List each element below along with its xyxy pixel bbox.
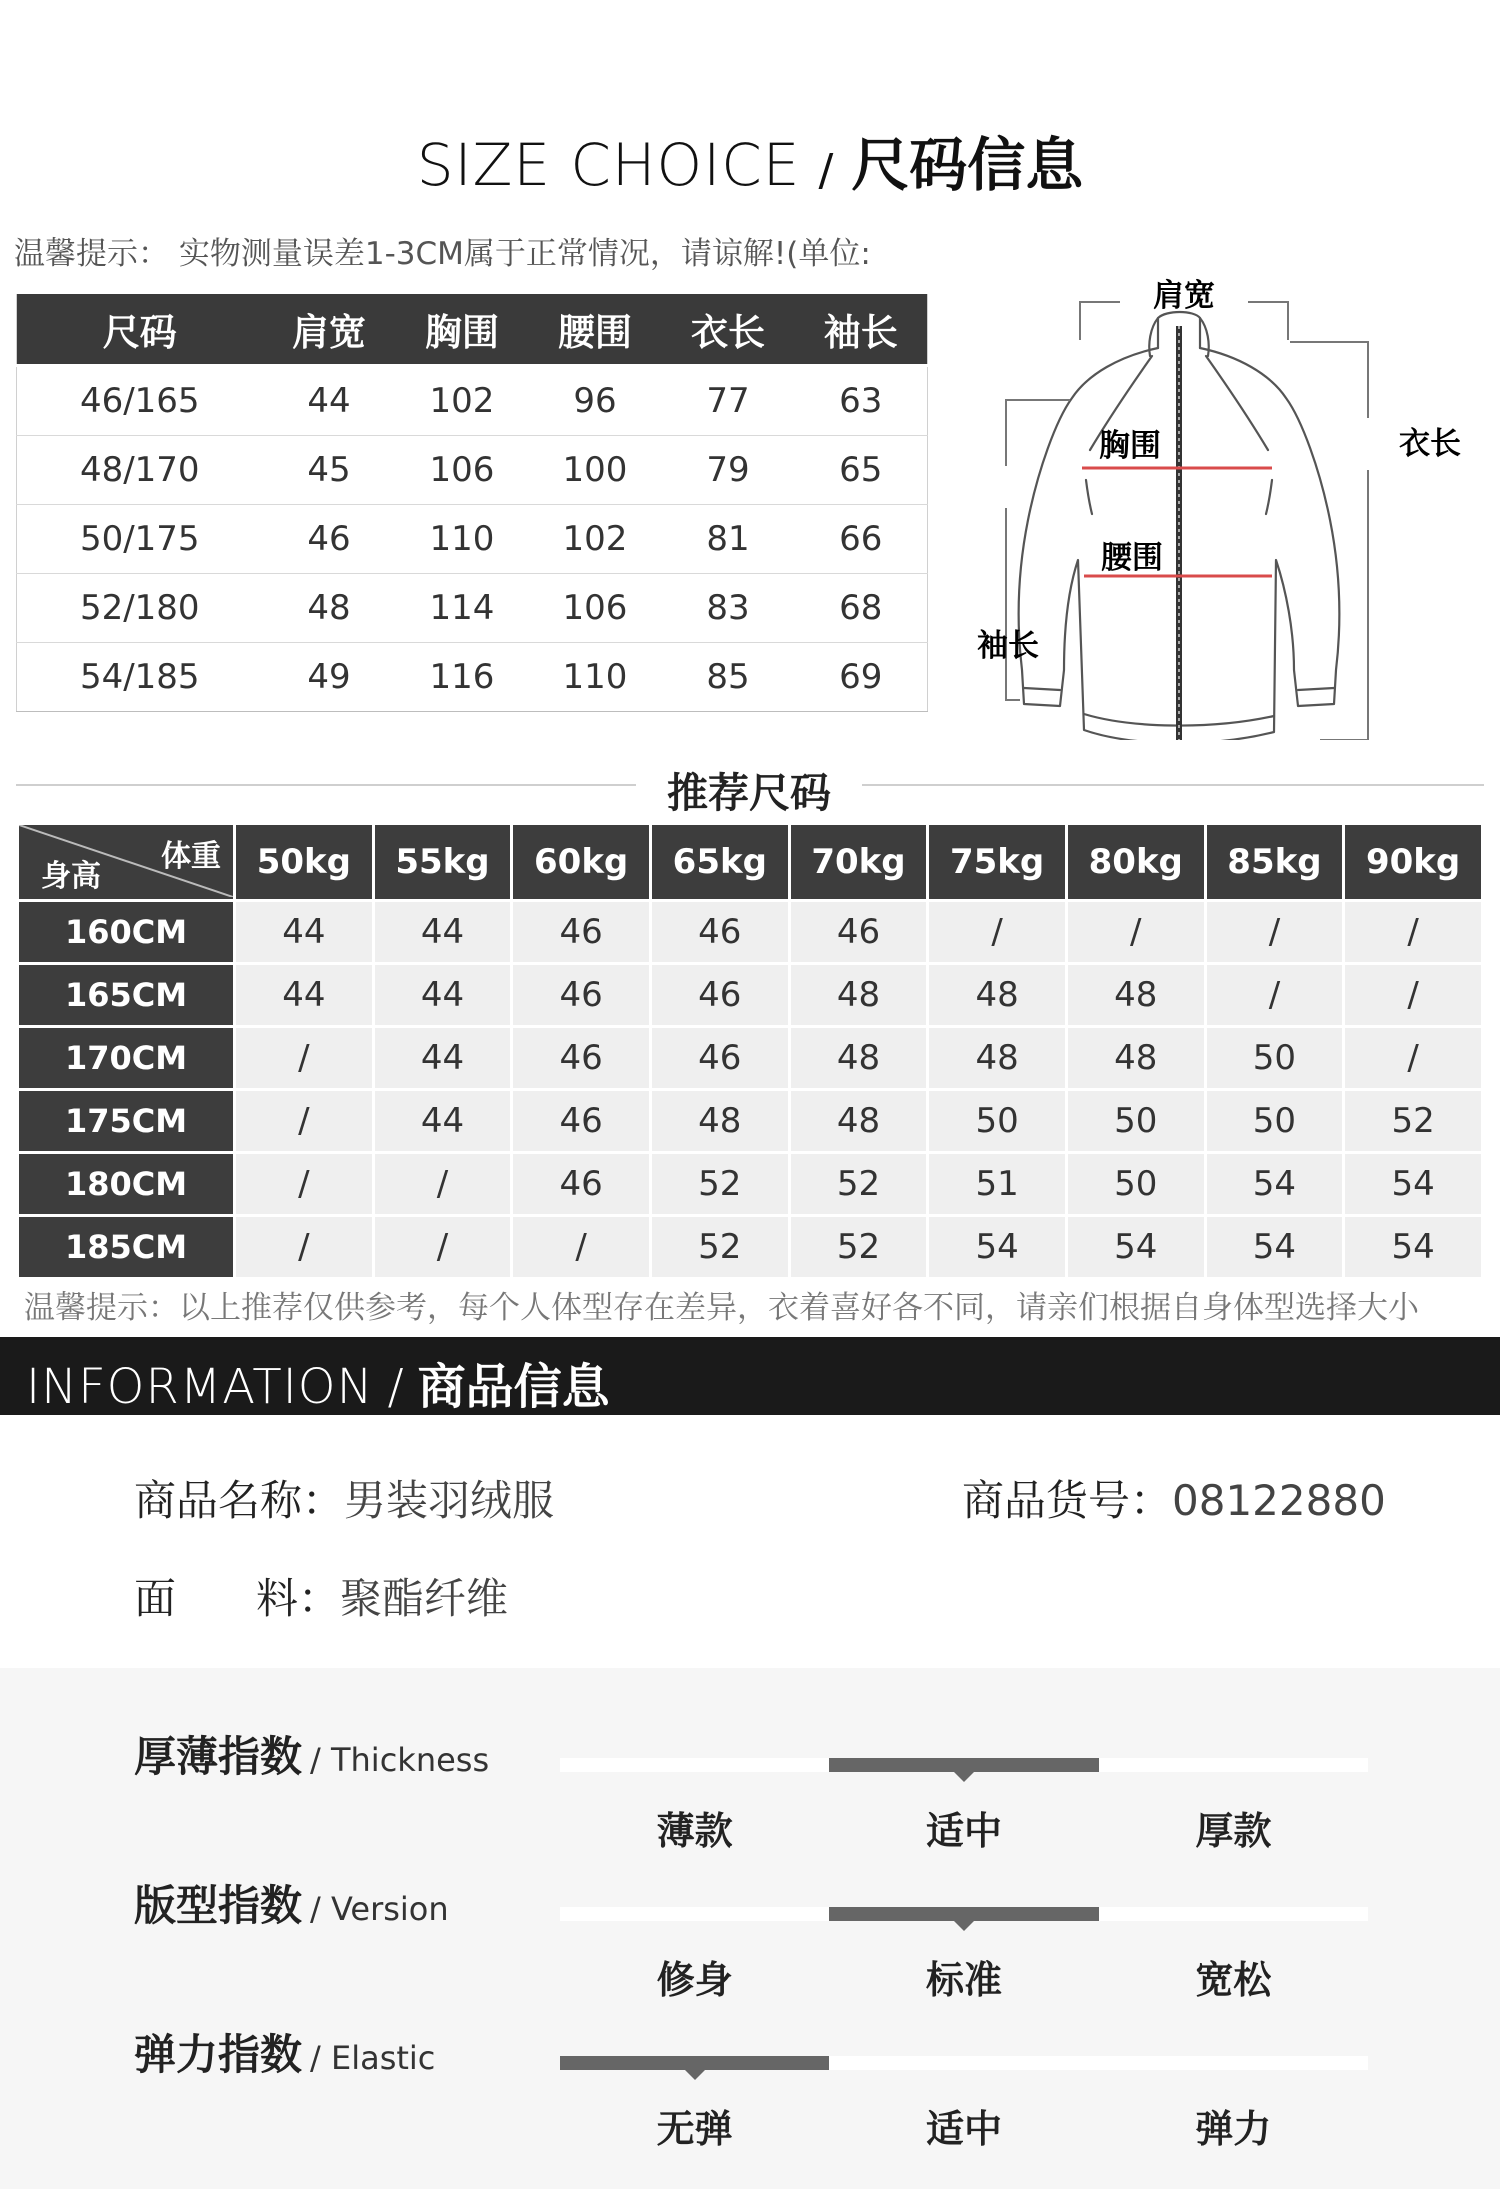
size-choice-title <box>0 118 1500 202</box>
recommend-table-body <box>19 902 1481 1277</box>
index-option: 薄款 <box>656 1809 733 1853</box>
index-option: 厚款 <box>1195 1809 1272 1853</box>
size-cell: 48 <box>263 574 396 643</box>
index-title-en: / Elastic <box>310 2039 436 2077</box>
recommend-cell: 52 <box>791 1154 927 1214</box>
product-sku-label: 商品货号： <box>962 1476 1173 1525</box>
waist-label: 腰围 <box>1101 540 1163 576</box>
divider-right <box>862 784 1484 786</box>
product-sku-row <box>962 1468 1386 1528</box>
index-option: 适中 <box>925 1809 1002 1853</box>
fabric-label-first: 面 <box>134 1574 177 1623</box>
recommend-cell: 46 <box>513 902 649 962</box>
size-cell: 106 <box>529 574 662 643</box>
length-label: 衣长 <box>1399 426 1461 462</box>
recommend-table-header <box>19 825 1481 899</box>
size-row-label: 54/185 <box>17 643 263 712</box>
size-col-header: 袖长 <box>795 294 928 366</box>
size-col-header: 胸围 <box>396 294 529 366</box>
recommend-cell: / <box>513 1217 649 1277</box>
weight-col-header: 70kg <box>791 825 927 899</box>
recommend-cell: 48 <box>791 965 927 1025</box>
index-indicator <box>560 2056 829 2070</box>
title-en: SIZE CHOICE <box>416 131 801 199</box>
recommend-cell: 46 <box>652 965 788 1025</box>
index-title <box>134 1873 449 1933</box>
recommend-cell: 50 <box>1068 1154 1204 1214</box>
recommend-cell: / <box>1345 965 1481 1025</box>
product-name-label: 商品名称： <box>134 1476 345 1525</box>
weight-col-header: 85kg <box>1207 825 1343 899</box>
recommend-cell: 44 <box>375 1028 511 1088</box>
corner-weight-label: 体重 <box>161 839 221 874</box>
recommend-cell: 46 <box>513 965 649 1025</box>
index-indicator <box>829 1758 1098 1772</box>
recommend-cell: 48 <box>652 1091 788 1151</box>
height-row-header: 165CM <box>19 965 233 1025</box>
recommend-cell: / <box>375 1154 511 1214</box>
recommend-cell: 48 <box>791 1091 927 1151</box>
recommend-cell: / <box>1068 902 1204 962</box>
index-option: 弹力 <box>1195 2107 1272 2151</box>
corner-height-label: 身高 <box>41 859 101 894</box>
size-col-header: 衣长 <box>662 294 795 366</box>
recommend-tip: 温馨提示：以上推荐仅供参考，每个人体型存在差异，衣着喜好各不同，请亲们根据自身体型选择大小 <box>24 1290 1419 1326</box>
size-cell: 79 <box>662 436 795 505</box>
recommend-cell: 50 <box>1068 1091 1204 1151</box>
size-row-label: 50/175 <box>17 505 263 574</box>
product-name-row <box>134 1468 554 1528</box>
size-cell: 63 <box>795 366 928 436</box>
information-title-cn: 商品信息 <box>417 1359 610 1415</box>
height-row <box>19 965 1481 1025</box>
recommend-cell: 48 <box>929 965 1065 1025</box>
weight-col-header: 75kg <box>929 825 1065 899</box>
recommend-cell: 46 <box>652 1028 788 1088</box>
index-indicator-arrow <box>954 1921 974 1931</box>
index-option: 标准 <box>925 1958 1002 2002</box>
recommend-cell: 44 <box>236 902 372 962</box>
recommend-cell: / <box>375 1217 511 1277</box>
index-option: 修身 <box>656 1958 733 2002</box>
size-cell: 81 <box>662 505 795 574</box>
size-row <box>17 643 928 712</box>
size-row <box>17 505 928 574</box>
recommend-cell: 54 <box>1345 1217 1481 1277</box>
size-cell: 110 <box>529 643 662 712</box>
size-cell: 65 <box>795 436 928 505</box>
recommend-cell: 48 <box>1068 1028 1204 1088</box>
size-table <box>16 294 928 712</box>
product-fabric-row <box>134 1566 508 1626</box>
index-title-cn: 弹力指数 <box>134 2030 303 2079</box>
recommend-cell: 46 <box>791 902 927 962</box>
recommend-cell: 46 <box>513 1091 649 1151</box>
weight-col-header: 65kg <box>652 825 788 899</box>
index-indicator <box>829 1907 1098 1921</box>
recommend-cell: 44 <box>375 902 511 962</box>
size-cell: 114 <box>396 574 529 643</box>
recommend-cell: 54 <box>1345 1154 1481 1214</box>
recommend-cell: 46 <box>652 902 788 962</box>
recommend-title: 推荐尺码 <box>667 769 831 817</box>
recommend-cell: 48 <box>929 1028 1065 1088</box>
recommend-cell: / <box>236 1217 372 1277</box>
recommend-cell: 52 <box>652 1217 788 1277</box>
information-title <box>26 1348 610 1417</box>
recommend-cell: 54 <box>1207 1217 1343 1277</box>
height-row <box>19 1217 1481 1277</box>
size-row-label: 46/165 <box>17 366 263 436</box>
recommend-cell: / <box>1207 902 1343 962</box>
size-cell: 100 <box>529 436 662 505</box>
recommend-cell: 48 <box>1068 965 1204 1025</box>
information-title-separator: / <box>387 1359 404 1415</box>
information-bar <box>0 1337 1500 1415</box>
recommend-cell: 52 <box>1345 1091 1481 1151</box>
recommend-cell: 54 <box>929 1217 1065 1277</box>
size-row-label: 48/170 <box>17 436 263 505</box>
recommend-size-table <box>16 822 1484 1280</box>
index-track <box>560 1758 1368 1772</box>
recommend-cell: / <box>236 1091 372 1151</box>
height-row-header: 160CM <box>19 902 233 962</box>
index-title-cn: 厚薄指数 <box>134 1732 303 1781</box>
recommend-cell: 50 <box>1207 1028 1343 1088</box>
fabric-value: 聚酯纤维 <box>340 1574 509 1623</box>
height-row-header: 180CM <box>19 1154 233 1214</box>
recommend-cell: 44 <box>375 965 511 1025</box>
recommend-cell: 54 <box>1068 1217 1204 1277</box>
index-option: 适中 <box>925 2107 1002 2151</box>
recommend-cell: / <box>1207 965 1343 1025</box>
size-cell: 46 <box>263 505 396 574</box>
title-separator: / <box>818 145 834 196</box>
size-cell: 77 <box>662 366 795 436</box>
size-row <box>17 574 928 643</box>
height-row <box>19 1154 1481 1214</box>
size-cell: 68 <box>795 574 928 643</box>
size-row <box>17 366 928 436</box>
index-track <box>560 2056 1368 2070</box>
sleeve-label: 袖长 <box>977 628 1039 664</box>
recommend-cell: 48 <box>791 1028 927 1088</box>
weight-col-header: 60kg <box>513 825 649 899</box>
corner-cell <box>19 825 233 899</box>
size-cell: 106 <box>396 436 529 505</box>
product-name-value: 男装羽绒服 <box>344 1476 555 1525</box>
recommend-cell: / <box>1345 1028 1481 1088</box>
product-sku-value: 08122880 <box>1172 1476 1386 1525</box>
recommend-cell: / <box>236 1154 372 1214</box>
title-cn: 尺码信息 <box>851 131 1084 199</box>
height-row <box>19 1028 1481 1088</box>
size-cell: 49 <box>263 643 396 712</box>
recommend-cell: 50 <box>1207 1091 1343 1151</box>
size-cell: 102 <box>396 366 529 436</box>
size-table-header <box>17 294 928 366</box>
index-indicator-arrow <box>685 2070 705 2080</box>
index-option: 无弹 <box>656 2107 733 2151</box>
weight-col-header: 90kg <box>1345 825 1481 899</box>
size-row <box>17 436 928 505</box>
size-col-header: 尺码 <box>17 294 263 366</box>
recommend-cell: 50 <box>929 1091 1065 1151</box>
recommend-cell: 44 <box>236 965 372 1025</box>
chest-label: 胸围 <box>1099 428 1161 464</box>
size-cell: 83 <box>662 574 795 643</box>
height-row <box>19 1091 1481 1151</box>
recommend-cell: 46 <box>513 1154 649 1214</box>
height-row <box>19 902 1481 962</box>
height-row-header: 170CM <box>19 1028 233 1088</box>
size-table-body <box>17 366 928 712</box>
weight-col-header: 55kg <box>375 825 511 899</box>
recommend-cell: 52 <box>652 1154 788 1214</box>
index-option: 宽松 <box>1195 1958 1272 2002</box>
size-cell: 44 <box>263 366 396 436</box>
weight-col-header: 80kg <box>1068 825 1204 899</box>
recommend-cell: 51 <box>929 1154 1065 1214</box>
size-col-header: 腰围 <box>529 294 662 366</box>
shoulder-label: 肩宽 <box>1153 278 1215 314</box>
weight-col-header: 50kg <box>236 825 372 899</box>
height-row-header: 175CM <box>19 1091 233 1151</box>
height-row-header: 185CM <box>19 1217 233 1277</box>
recommend-cell: / <box>236 1028 372 1088</box>
product-indices <box>0 1668 1500 2189</box>
size-cell: 110 <box>396 505 529 574</box>
recommend-cell: 52 <box>791 1217 927 1277</box>
index-title-cn: 版型指数 <box>134 1881 303 1930</box>
index-title <box>134 1724 489 1784</box>
size-cell: 116 <box>396 643 529 712</box>
index-title-en: / Thickness <box>310 1741 490 1779</box>
index-indicator-arrow <box>954 1772 974 1782</box>
size-col-header: 肩宽 <box>263 294 396 366</box>
index-title <box>134 2022 435 2082</box>
size-cell: 102 <box>529 505 662 574</box>
fabric-label-second: 料： <box>256 1574 341 1623</box>
recommend-cell: 44 <box>375 1091 511 1151</box>
recommend-cell: 54 <box>1207 1154 1343 1214</box>
size-cell: 69 <box>795 643 928 712</box>
size-row-label: 52/180 <box>17 574 263 643</box>
measurement-tip: 温馨提示： 实物测量误差1-3CM属于正常情况，请谅解!(单位: <box>14 236 871 272</box>
recommend-cell: / <box>929 902 1065 962</box>
information-title-en: INFORMATION <box>26 1359 374 1415</box>
recommend-cell: 46 <box>513 1028 649 1088</box>
jacket-measurement-diagram <box>960 270 1500 740</box>
size-cell: 85 <box>662 643 795 712</box>
index-track <box>560 1907 1368 1921</box>
size-cell: 45 <box>263 436 396 505</box>
size-cell: 66 <box>795 505 928 574</box>
index-title-en: / Version <box>310 1890 449 1928</box>
recommend-cell: / <box>1345 902 1481 962</box>
divider-left <box>16 784 636 786</box>
size-cell: 96 <box>529 366 662 436</box>
